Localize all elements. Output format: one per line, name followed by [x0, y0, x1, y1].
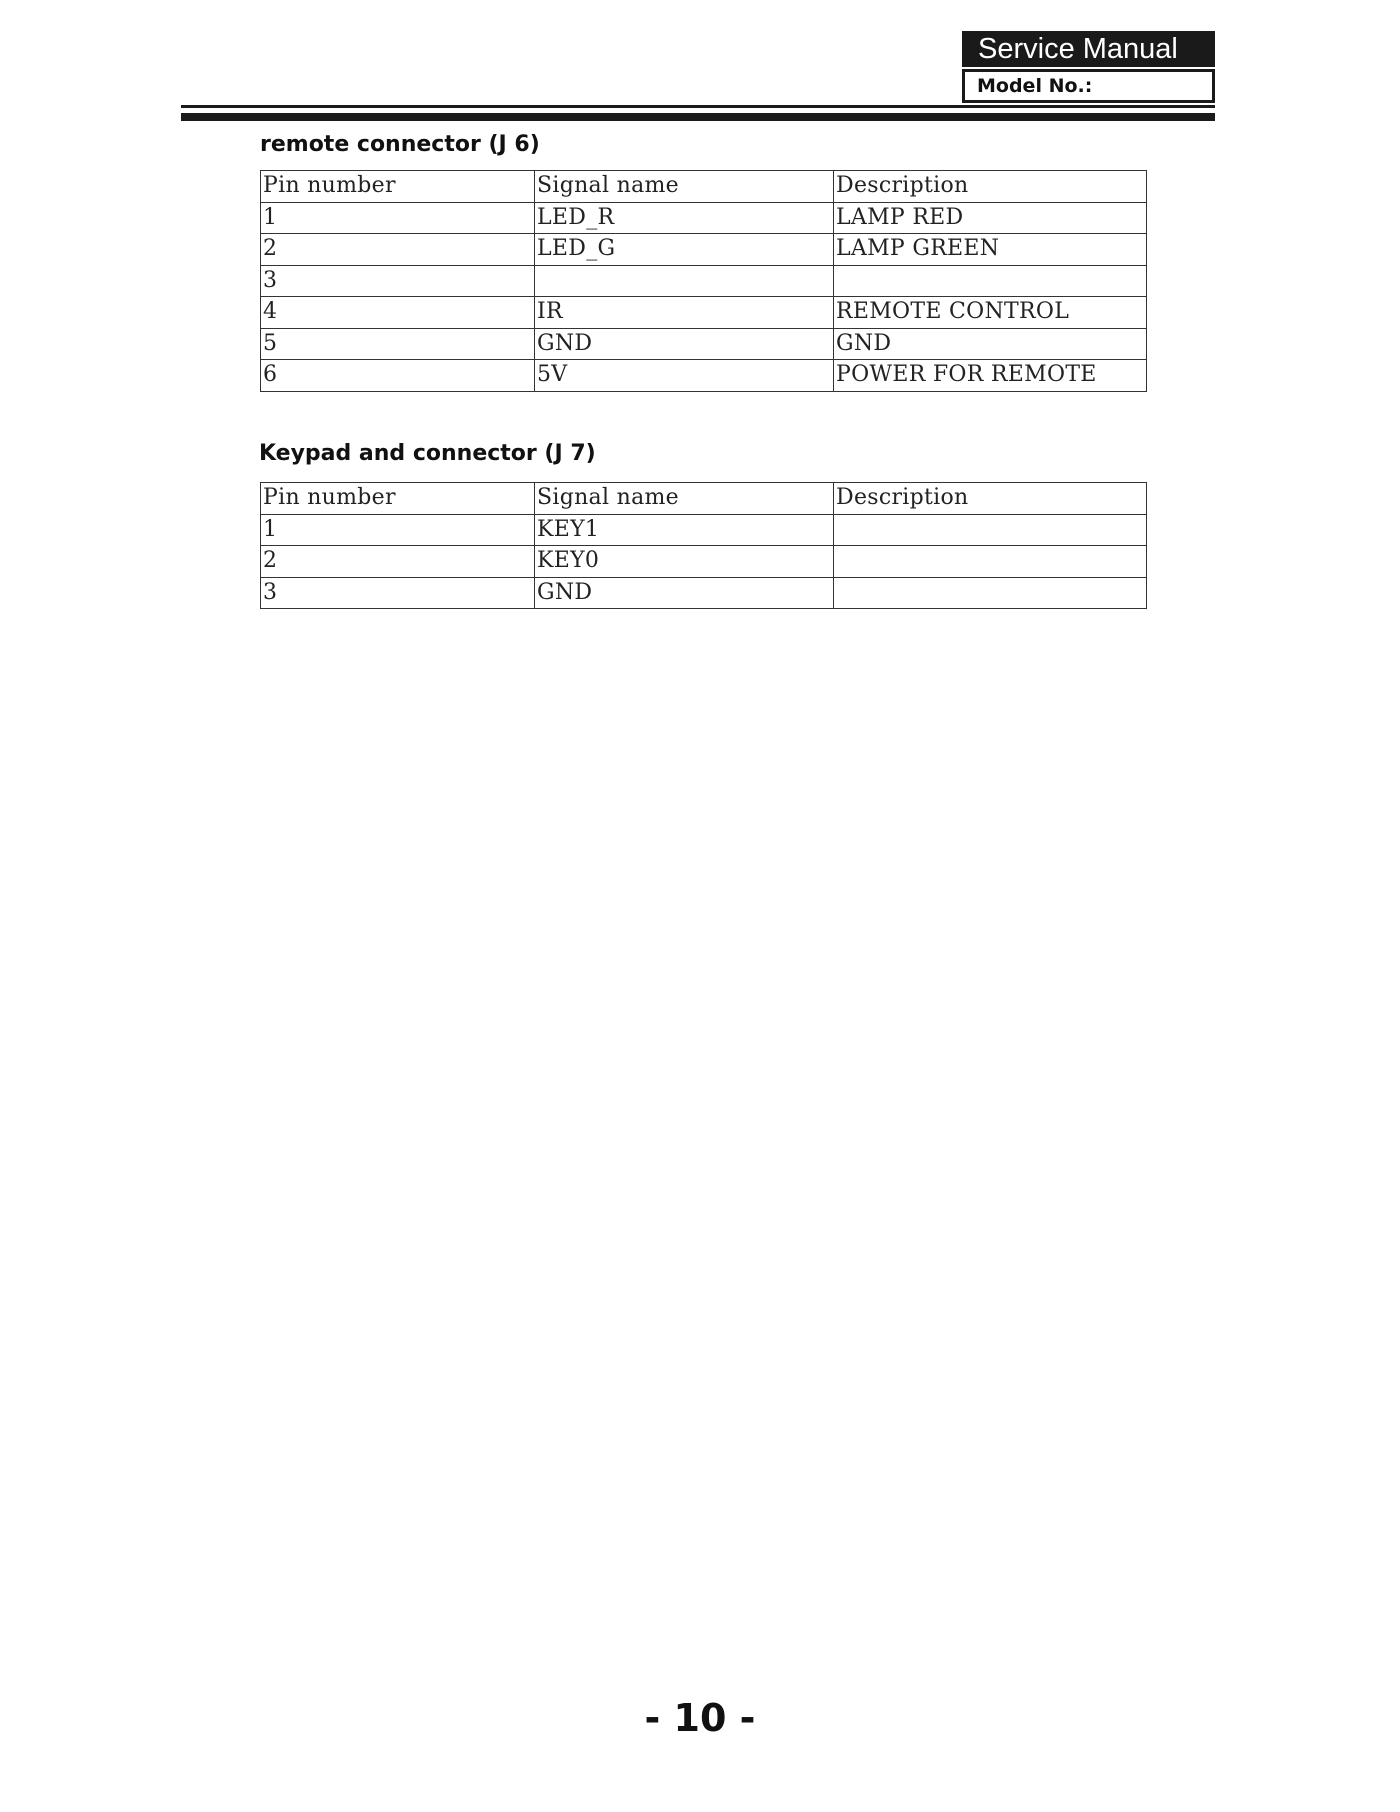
table-row: [261, 514, 1147, 546]
header-rule-thick: [181, 113, 1215, 121]
pin-number-cell: 2: [261, 234, 535, 266]
manual-title: Service Manual: [962, 31, 1215, 67]
table-row: [261, 577, 1147, 609]
signal-name-cell: KEY0: [535, 546, 834, 578]
table-header-row: [261, 171, 1147, 203]
pin-number-cell: 3: [261, 265, 535, 297]
pin-number-cell: 2: [261, 546, 535, 578]
table-row: [261, 328, 1147, 360]
table-row: [261, 360, 1147, 392]
column-header-signal-name: Signal name: [535, 171, 834, 203]
signal-name-cell: IR: [535, 297, 834, 329]
table-row: [261, 297, 1147, 329]
signal-name-cell: [535, 265, 834, 297]
table-row: [261, 202, 1147, 234]
pin-number-cell: 6: [261, 360, 535, 392]
description-cell: REMOTE CONTROL: [834, 297, 1147, 329]
description-cell: LAMP RED: [834, 202, 1147, 234]
section-heading-keypad-connector: Keypad and connector (J 7): [259, 441, 596, 466]
column-header-pin-number: Pin number: [261, 171, 535, 203]
description-cell: LAMP GREEN: [834, 234, 1147, 266]
pin-number-cell: 3: [261, 577, 535, 609]
description-cell: [834, 577, 1147, 609]
section-heading-remote-connector: remote connector (J 6): [260, 132, 540, 157]
description-cell: POWER FOR REMOTE: [834, 360, 1147, 392]
signal-name-cell: LED_R: [535, 202, 834, 234]
pin-number-cell: 1: [261, 514, 535, 546]
signal-name-cell: LED_G: [535, 234, 834, 266]
description-cell: [834, 265, 1147, 297]
signal-name-cell: GND: [535, 328, 834, 360]
signal-name-cell: GND: [535, 577, 834, 609]
header-box: [962, 31, 1215, 103]
column-header-description: Description: [834, 171, 1147, 203]
table-header-row: [261, 483, 1147, 515]
signal-name-cell: 5V: [535, 360, 834, 392]
model-number-label: Model No.:: [962, 69, 1215, 103]
column-header-signal-name: Signal name: [535, 483, 834, 515]
signal-name-cell: KEY1: [535, 514, 834, 546]
table-row: [261, 265, 1147, 297]
keypad-connector-table: [260, 482, 1147, 609]
description-cell: GND: [834, 328, 1147, 360]
page-number: - 10 -: [644, 1696, 756, 1740]
header-rule-thin: [181, 105, 1215, 108]
table-row: [261, 234, 1147, 266]
table-row: [261, 546, 1147, 578]
column-header-pin-number: Pin number: [261, 483, 535, 515]
pin-number-cell: 4: [261, 297, 535, 329]
remote-connector-table: [260, 170, 1147, 392]
pin-number-cell: 5: [261, 328, 535, 360]
pin-number-cell: 1: [261, 202, 535, 234]
column-header-description: Description: [834, 483, 1147, 515]
description-cell: [834, 514, 1147, 546]
description-cell: [834, 546, 1147, 578]
